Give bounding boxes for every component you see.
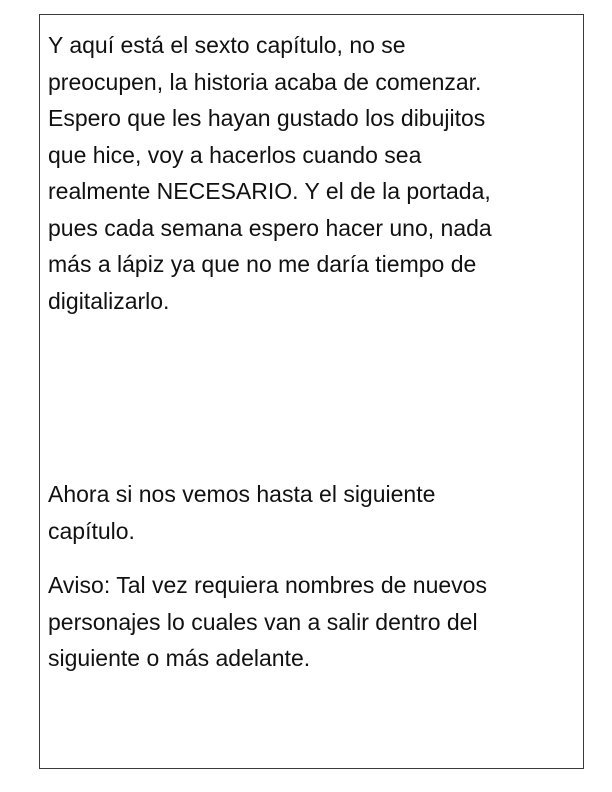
text-line: realmente NECESARIO. Y el de la portada, (48, 178, 491, 204)
text-line: Ahora si nos vemos hasta el siguiente (48, 481, 436, 507)
paragraph-farewell (48, 476, 578, 549)
text-line: Y aquí está el sexto capítulo, no se (48, 32, 406, 58)
text-line: que hice, voy a hacerlos cuando sea (48, 141, 422, 168)
paragraph-chapter-note (48, 27, 578, 319)
text-line: preocupen, la historia acaba de comenzar. (48, 68, 482, 95)
text-line: Espero que les hayan gustado los dibujitos (48, 105, 486, 131)
text-line: más a lápiz ya que no me daría tiempo de (48, 251, 477, 277)
text-line: pues cada semana espero hacer uno, nada (48, 214, 492, 241)
text-line: siguiente o más adelante. (48, 645, 311, 671)
text-line: capítulo. (48, 517, 135, 544)
paragraph-notice (48, 567, 578, 677)
text-line: Aviso: Tal vez requiera nombres de nuevos (48, 572, 487, 598)
text-line: personajes lo cuales van a salir dentro del (48, 608, 478, 635)
text-line: digitalizarlo. (48, 287, 170, 314)
